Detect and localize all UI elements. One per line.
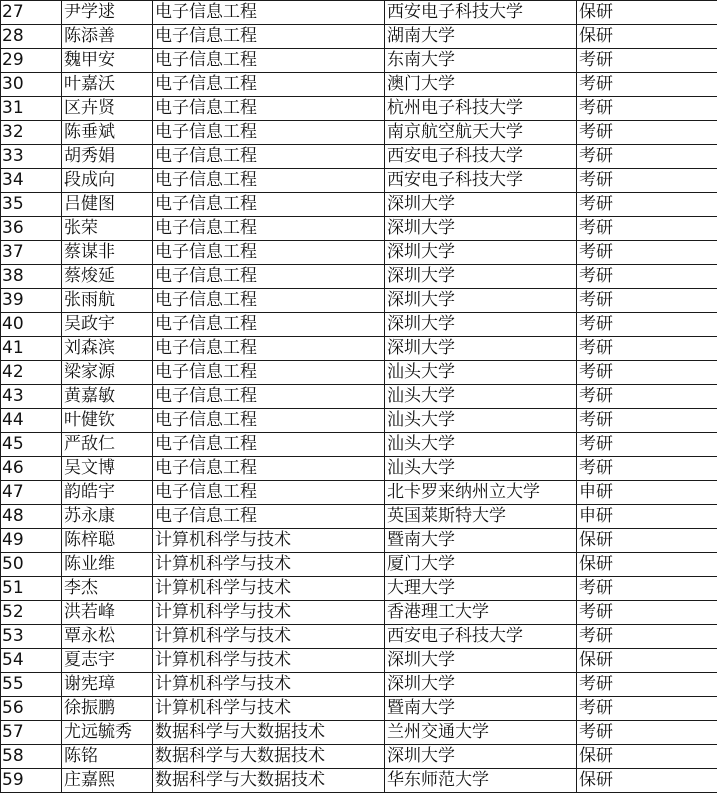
- major-cell: 电子信息工程: [153, 337, 385, 361]
- major-cell: 电子信息工程: [153, 25, 385, 49]
- destination-school-cell: 汕头大学: [385, 361, 577, 385]
- row-number-cell: 46: [1, 457, 62, 481]
- major-cell: 电子信息工程: [153, 1, 385, 25]
- row-number-cell: 59: [1, 769, 62, 793]
- table-row: [1, 505, 717, 529]
- admission-type-cell: 考研: [577, 697, 717, 721]
- table-row: [1, 673, 717, 697]
- admission-type-cell: 考研: [577, 313, 717, 337]
- admission-type-cell: 保研: [577, 25, 717, 49]
- row-number-cell: 49: [1, 529, 62, 553]
- table-row: [1, 97, 717, 121]
- row-number-cell: 37: [1, 241, 62, 265]
- row-number-cell: 34: [1, 169, 62, 193]
- student-name-cell: 黄嘉敏: [62, 385, 153, 409]
- destination-school-cell: 汕头大学: [385, 385, 577, 409]
- row-number-cell: 32: [1, 121, 62, 145]
- admission-type-cell: 考研: [577, 673, 717, 697]
- student-name-cell: 张荣: [62, 217, 153, 241]
- row-number-cell: 52: [1, 601, 62, 625]
- table-row: [1, 361, 717, 385]
- destination-school-cell: 深圳大学: [385, 217, 577, 241]
- destination-school-cell: 暨南大学: [385, 529, 577, 553]
- major-cell: 电子信息工程: [153, 481, 385, 505]
- row-number-cell: 43: [1, 385, 62, 409]
- row-number-cell: 45: [1, 433, 62, 457]
- student-name-cell: 区卉贤: [62, 97, 153, 121]
- major-cell: 电子信息工程: [153, 265, 385, 289]
- table-row: [1, 169, 717, 193]
- major-cell: 电子信息工程: [153, 433, 385, 457]
- major-cell: 电子信息工程: [153, 121, 385, 145]
- admission-type-cell: 保研: [577, 769, 717, 793]
- table-row: [1, 745, 717, 769]
- table-row: [1, 385, 717, 409]
- major-cell: 电子信息工程: [153, 193, 385, 217]
- admission-type-cell: 考研: [577, 49, 717, 73]
- row-number-cell: 28: [1, 25, 62, 49]
- row-number-cell: 55: [1, 673, 62, 697]
- destination-school-cell: 深圳大学: [385, 337, 577, 361]
- destination-school-cell: 西安电子科技大学: [385, 1, 577, 25]
- row-number-cell: 27: [1, 1, 62, 25]
- admission-type-cell: 保研: [577, 745, 717, 769]
- student-name-cell: 叶健钦: [62, 409, 153, 433]
- student-name-cell: 尤远毓秀: [62, 721, 153, 745]
- admission-type-cell: 考研: [577, 265, 717, 289]
- table-row: [1, 193, 717, 217]
- student-name-cell: 陈业维: [62, 553, 153, 577]
- table-row: [1, 601, 717, 625]
- destination-school-cell: 深圳大学: [385, 649, 577, 673]
- admission-type-cell: 考研: [577, 385, 717, 409]
- table-row: [1, 49, 717, 73]
- student-name-cell: 胡秀娟: [62, 145, 153, 169]
- row-number-cell: 35: [1, 193, 62, 217]
- destination-school-cell: 深圳大学: [385, 745, 577, 769]
- destination-school-cell: 华东师范大学: [385, 769, 577, 793]
- row-number-cell: 48: [1, 505, 62, 529]
- destination-school-cell: 汕头大学: [385, 433, 577, 457]
- student-name-cell: 蔡焌延: [62, 265, 153, 289]
- row-number-cell: 57: [1, 721, 62, 745]
- table-row: [1, 1, 717, 25]
- student-name-cell: 夏志宇: [62, 649, 153, 673]
- admission-type-cell: 考研: [577, 625, 717, 649]
- student-name-cell: 陈添善: [62, 25, 153, 49]
- table-row: [1, 481, 717, 505]
- table-row: [1, 625, 717, 649]
- admission-type-cell: 考研: [577, 721, 717, 745]
- admission-type-cell: 考研: [577, 457, 717, 481]
- destination-school-cell: 湖南大学: [385, 25, 577, 49]
- admission-type-cell: 考研: [577, 217, 717, 241]
- destination-school-cell: 厦门大学: [385, 553, 577, 577]
- student-name-cell: 覃永松: [62, 625, 153, 649]
- admission-type-cell: 考研: [577, 577, 717, 601]
- destination-school-cell: 深圳大学: [385, 265, 577, 289]
- major-cell: 计算机科学与技术: [153, 625, 385, 649]
- major-cell: 电子信息工程: [153, 313, 385, 337]
- table-row: [1, 649, 717, 673]
- row-number-cell: 41: [1, 337, 62, 361]
- major-cell: 电子信息工程: [153, 361, 385, 385]
- admission-type-cell: 考研: [577, 145, 717, 169]
- major-cell: 计算机科学与技术: [153, 649, 385, 673]
- destination-school-cell: 深圳大学: [385, 289, 577, 313]
- major-cell: 计算机科学与技术: [153, 697, 385, 721]
- admission-type-cell: 保研: [577, 553, 717, 577]
- row-number-cell: 36: [1, 217, 62, 241]
- destination-school-cell: 东南大学: [385, 49, 577, 73]
- major-cell: 数据科学与大数据技术: [153, 769, 385, 793]
- admission-type-cell: 考研: [577, 73, 717, 97]
- major-cell: 计算机科学与技术: [153, 553, 385, 577]
- student-name-cell: 苏永康: [62, 505, 153, 529]
- row-number-cell: 40: [1, 313, 62, 337]
- row-number-cell: 56: [1, 697, 62, 721]
- student-name-cell: 叶嘉沃: [62, 73, 153, 97]
- destination-school-cell: 暨南大学: [385, 697, 577, 721]
- row-number-cell: 54: [1, 649, 62, 673]
- student-name-cell: 刘森滨: [62, 337, 153, 361]
- row-number-cell: 31: [1, 97, 62, 121]
- table-row: [1, 721, 717, 745]
- row-number-cell: 29: [1, 49, 62, 73]
- row-number-cell: 47: [1, 481, 62, 505]
- row-number-cell: 44: [1, 409, 62, 433]
- admission-type-cell: 考研: [577, 409, 717, 433]
- table-row: [1, 241, 717, 265]
- student-name-cell: 庄嘉熙: [62, 769, 153, 793]
- student-name-cell: 韵皓宇: [62, 481, 153, 505]
- table-row: [1, 529, 717, 553]
- admission-type-cell: 保研: [577, 529, 717, 553]
- table-row: [1, 73, 717, 97]
- major-cell: 数据科学与大数据技术: [153, 745, 385, 769]
- destination-school-cell: 西安电子科技大学: [385, 145, 577, 169]
- major-cell: 电子信息工程: [153, 241, 385, 265]
- table-row: [1, 553, 717, 577]
- destination-school-cell: 兰州交通大学: [385, 721, 577, 745]
- admission-type-cell: 考研: [577, 97, 717, 121]
- destination-school-cell: 大理大学: [385, 577, 577, 601]
- destination-school-cell: 香港理工大学: [385, 601, 577, 625]
- student-name-cell: 徐振鹏: [62, 697, 153, 721]
- major-cell: 电子信息工程: [153, 49, 385, 73]
- destination-school-cell: 澳门大学: [385, 73, 577, 97]
- row-number-cell: 30: [1, 73, 62, 97]
- table-row: [1, 217, 717, 241]
- destination-school-cell: 英国莱斯特大学: [385, 505, 577, 529]
- student-name-cell: 李杰: [62, 577, 153, 601]
- student-name-cell: 吕健图: [62, 193, 153, 217]
- admission-type-cell: 保研: [577, 1, 717, 25]
- student-name-cell: 洪若峰: [62, 601, 153, 625]
- row-number-cell: 58: [1, 745, 62, 769]
- major-cell: 电子信息工程: [153, 289, 385, 313]
- destination-school-cell: 深圳大学: [385, 673, 577, 697]
- table-row: [1, 769, 717, 793]
- row-number-cell: 38: [1, 265, 62, 289]
- admission-type-cell: 考研: [577, 169, 717, 193]
- table-row: [1, 457, 717, 481]
- destination-school-cell: 深圳大学: [385, 193, 577, 217]
- student-name-cell: 吴政宇: [62, 313, 153, 337]
- student-name-cell: 吴文博: [62, 457, 153, 481]
- row-number-cell: 42: [1, 361, 62, 385]
- destination-school-cell: 深圳大学: [385, 313, 577, 337]
- student-name-cell: 魏甲安: [62, 49, 153, 73]
- major-cell: 电子信息工程: [153, 145, 385, 169]
- admission-type-cell: 考研: [577, 601, 717, 625]
- major-cell: 电子信息工程: [153, 169, 385, 193]
- table-row: [1, 577, 717, 601]
- destination-school-cell: 西安电子科技大学: [385, 625, 577, 649]
- admission-type-cell: 申研: [577, 505, 717, 529]
- admission-type-cell: 考研: [577, 121, 717, 145]
- student-name-cell: 张雨航: [62, 289, 153, 313]
- student-name-cell: 段成向: [62, 169, 153, 193]
- admission-type-cell: 申研: [577, 481, 717, 505]
- student-name-cell: 严敌仁: [62, 433, 153, 457]
- student-name-cell: 陈垂斌: [62, 121, 153, 145]
- admission-type-cell: 考研: [577, 337, 717, 361]
- student-name-cell: 陈梓聪: [62, 529, 153, 553]
- destination-school-cell: 汕头大学: [385, 457, 577, 481]
- major-cell: 计算机科学与技术: [153, 577, 385, 601]
- admission-type-cell: 考研: [577, 241, 717, 265]
- destination-school-cell: 汕头大学: [385, 409, 577, 433]
- destination-school-cell: 西安电子科技大学: [385, 169, 577, 193]
- row-number-cell: 50: [1, 553, 62, 577]
- table-row: [1, 313, 717, 337]
- destination-school-cell: 深圳大学: [385, 241, 577, 265]
- student-name-cell: 陈铭: [62, 745, 153, 769]
- student-name-cell: 梁家源: [62, 361, 153, 385]
- table-row: [1, 25, 717, 49]
- row-number-cell: 39: [1, 289, 62, 313]
- table-row: [1, 121, 717, 145]
- major-cell: 电子信息工程: [153, 457, 385, 481]
- student-name-cell: 谢宪璋: [62, 673, 153, 697]
- row-number-cell: 51: [1, 577, 62, 601]
- table-row: [1, 289, 717, 313]
- table-row: [1, 337, 717, 361]
- admission-type-cell: 考研: [577, 289, 717, 313]
- student-name-cell: 尹学逑: [62, 1, 153, 25]
- destination-school-cell: 南京航空航天大学: [385, 121, 577, 145]
- major-cell: 计算机科学与技术: [153, 529, 385, 553]
- admission-type-cell: 考研: [577, 361, 717, 385]
- major-cell: 计算机科学与技术: [153, 601, 385, 625]
- major-cell: 电子信息工程: [153, 409, 385, 433]
- major-cell: 电子信息工程: [153, 97, 385, 121]
- major-cell: 电子信息工程: [153, 73, 385, 97]
- destination-school-cell: 北卡罗来纳州立大学: [385, 481, 577, 505]
- table-row: [1, 409, 717, 433]
- table-row: [1, 433, 717, 457]
- admission-type-cell: 考研: [577, 433, 717, 457]
- destination-school-cell: 杭州电子科技大学: [385, 97, 577, 121]
- major-cell: 电子信息工程: [153, 505, 385, 529]
- major-cell: 数据科学与大数据技术: [153, 721, 385, 745]
- table-row: [1, 697, 717, 721]
- major-cell: 计算机科学与技术: [153, 673, 385, 697]
- table-body: [1, 1, 717, 793]
- major-cell: 电子信息工程: [153, 217, 385, 241]
- student-name-cell: 蔡谋非: [62, 241, 153, 265]
- row-number-cell: 33: [1, 145, 62, 169]
- admission-type-cell: 保研: [577, 649, 717, 673]
- table-row: [1, 265, 717, 289]
- admission-type-cell: 考研: [577, 193, 717, 217]
- major-cell: 电子信息工程: [153, 385, 385, 409]
- table-row: [1, 145, 717, 169]
- row-number-cell: 53: [1, 625, 62, 649]
